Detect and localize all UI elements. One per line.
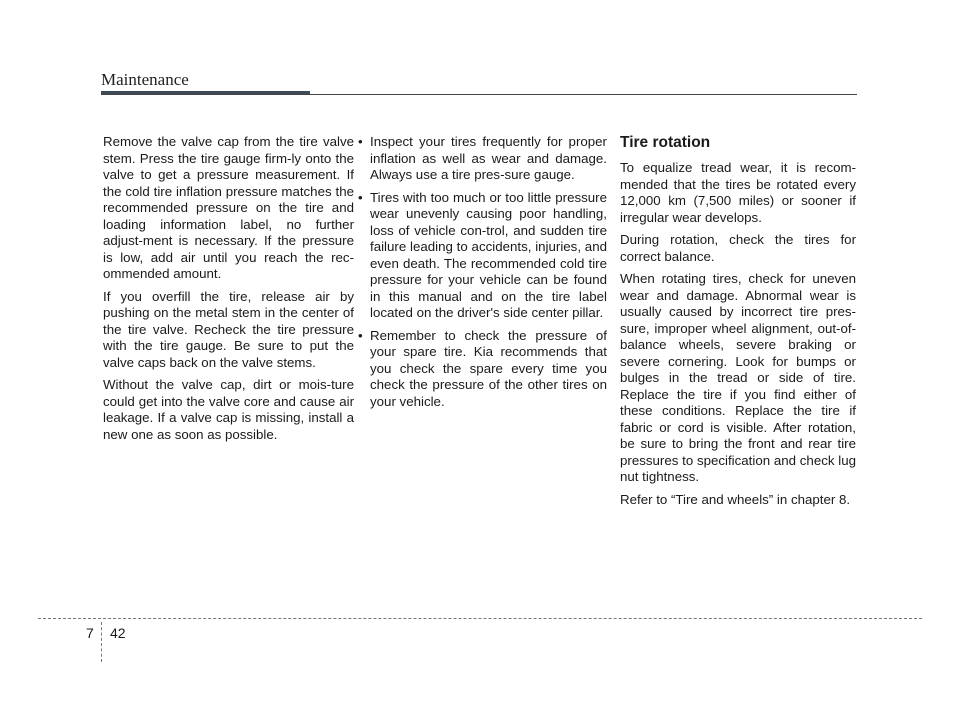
bullet-icon: • bbox=[358, 327, 363, 343]
list-item-text: Tires with too much or too little pressure wear unevenly causing poor handling, loss of vehicle con-trol, and sudden tire failure leading to accidents, injuries, and even death. The recommended cold tire pressure for your vehicle can be found in this manual and on the tire label located on the driver's side center pillar. bbox=[370, 189, 607, 320]
column-middle bbox=[356, 134, 607, 416]
paragraph: Remove the valve cap from the tire valve stem. Press the tire gauge firm-ly onto the valve to get a pressure measurement. If the cold tire inflation pressure matches the recommended pressure on the tire and loading information label, no further adjust-ment is necessary. If the pressure is low, add air until you reach the rec-ommended amount. bbox=[103, 134, 354, 281]
column-right bbox=[620, 134, 856, 514]
paragraph: Without the valve cap, dirt or mois-ture could get into the valve core and cause air leakage. If a valve cap is missing, install a new one as soon as possible. bbox=[103, 377, 354, 442]
list-item bbox=[356, 328, 607, 411]
list-item bbox=[356, 134, 607, 184]
footer-divider bbox=[38, 618, 922, 619]
paragraph: To equalize tread wear, it is recom-mended that the tires be rotated every 12,000 km (7,500 miles) or sooner if irregular wear develops. bbox=[620, 160, 856, 225]
paragraph: Refer to “Tire and wheels” in chapter 8. bbox=[620, 491, 851, 507]
chapter-number: 7 bbox=[86, 625, 94, 641]
paragraph: When rotating tires, check for uneven wear and damage. Abnormal wear is usually caused by incorrect tire pres-sure, improper wheel alignment, out-of-balance wheels, severe braking or severe cornering. Look for bumps or bulges in the tread or side of tire. Replace the tire if you find either of these conditions. Replace the tire if fabric or cord is visible. After rotation, be sure to bring the front and rear tire pressures to specification and check lug nut tightness. bbox=[620, 271, 856, 484]
paragraph: During rotation, check the tires for correct balance. bbox=[620, 232, 856, 264]
bullet-icon: • bbox=[358, 134, 363, 149]
column-left bbox=[103, 134, 354, 449]
footer-vertical-divider bbox=[101, 622, 102, 662]
page-number: 42 bbox=[110, 625, 126, 641]
bullet-icon: • bbox=[358, 189, 363, 205]
list-item-text: Inspect your tires frequently for proper inflation as well as wear and damage. Always use a tire pres-sure gauge. bbox=[370, 134, 607, 182]
list-item-text: Remember to check the pressure of your spare tire. Kia recommends that you check the spare every time you check the pressure of the other tires on your vehicle. bbox=[370, 327, 607, 409]
header-rule bbox=[101, 94, 857, 95]
section-header-title: Maintenance bbox=[101, 70, 189, 89]
list-item bbox=[356, 190, 607, 322]
section-title: Tire rotation bbox=[620, 134, 711, 151]
paragraph: If you overfill the tire, release air by pushing on the metal stem in the center of the tire valve. Recheck the tire pressure with the tire gauge. Be sure to put the valve caps back on the valve stems. bbox=[103, 288, 354, 370]
bullet-list bbox=[356, 134, 607, 410]
